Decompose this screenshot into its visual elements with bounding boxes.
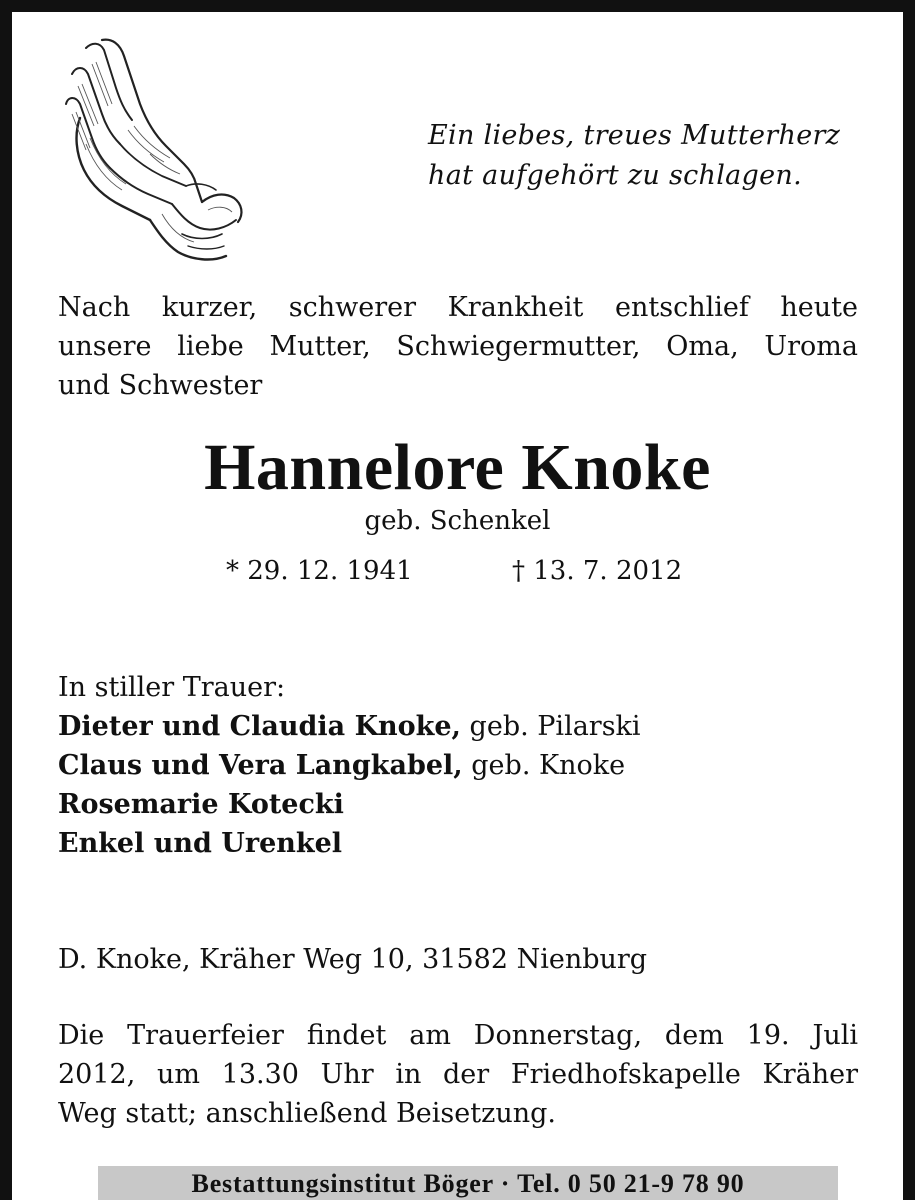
mourner-name: Claus und Vera Langkabel, (58, 750, 463, 781)
maiden-name: geb. Schenkel (364, 506, 551, 536)
motto-verse (428, 116, 868, 196)
praying-hands-icon (62, 34, 247, 266)
mourner-row (58, 746, 858, 785)
mourner-note: geb. Knoke (462, 750, 626, 781)
mourner-row (58, 824, 858, 863)
funeral-notice (58, 1016, 858, 1133)
mourner-name: Dieter und Claudia Knoke, (58, 711, 461, 742)
mourner-row (58, 707, 858, 746)
intro-line: Nach kurzer, schwerer Krankheit entschlief heute (58, 292, 858, 323)
intro-text (58, 288, 858, 405)
motto-line: Ein liebes, treues Mutterherz (428, 120, 841, 151)
intro-line: unsere liebe Mutter, Schwiegermutter, Oma, Uroma (58, 331, 858, 362)
funeral-line: Die Trauerfeier findet am Donnerstag, dem 19. Juli (58, 1020, 858, 1051)
funeral-line: 2012, um 13.30 Uhr in der Friedhofskapelle Kräher (58, 1059, 858, 1090)
mourner-name: Rosemarie Kotecki (58, 789, 344, 820)
mourners-list (58, 668, 858, 863)
death-date: † 13. 7. 2012 (512, 556, 683, 586)
deceased-name: Hannelore Knoke (204, 431, 711, 504)
motto-line: hat aufgehört zu schlagen. (428, 160, 802, 191)
mourner-row (58, 785, 858, 824)
intro-line: und Schwester (58, 370, 263, 401)
mourners-heading: In stiller Trauer: (58, 672, 286, 703)
mourner-note: geb. Pilarski (460, 711, 641, 742)
birth-date: * 29. 12. 1941 (226, 556, 413, 586)
funeral-home-footer: Bestattungsinstitut Böger · Tel. 0 50 21-9 78 90 (98, 1166, 838, 1200)
family-address: D. Knoke, Kräher Weg 10, 31582 Nienburg (58, 944, 648, 975)
mourner-name: Enkel und Urenkel (58, 828, 343, 859)
funeral-line: Weg statt; anschließend Beisetzung. (58, 1098, 556, 1129)
